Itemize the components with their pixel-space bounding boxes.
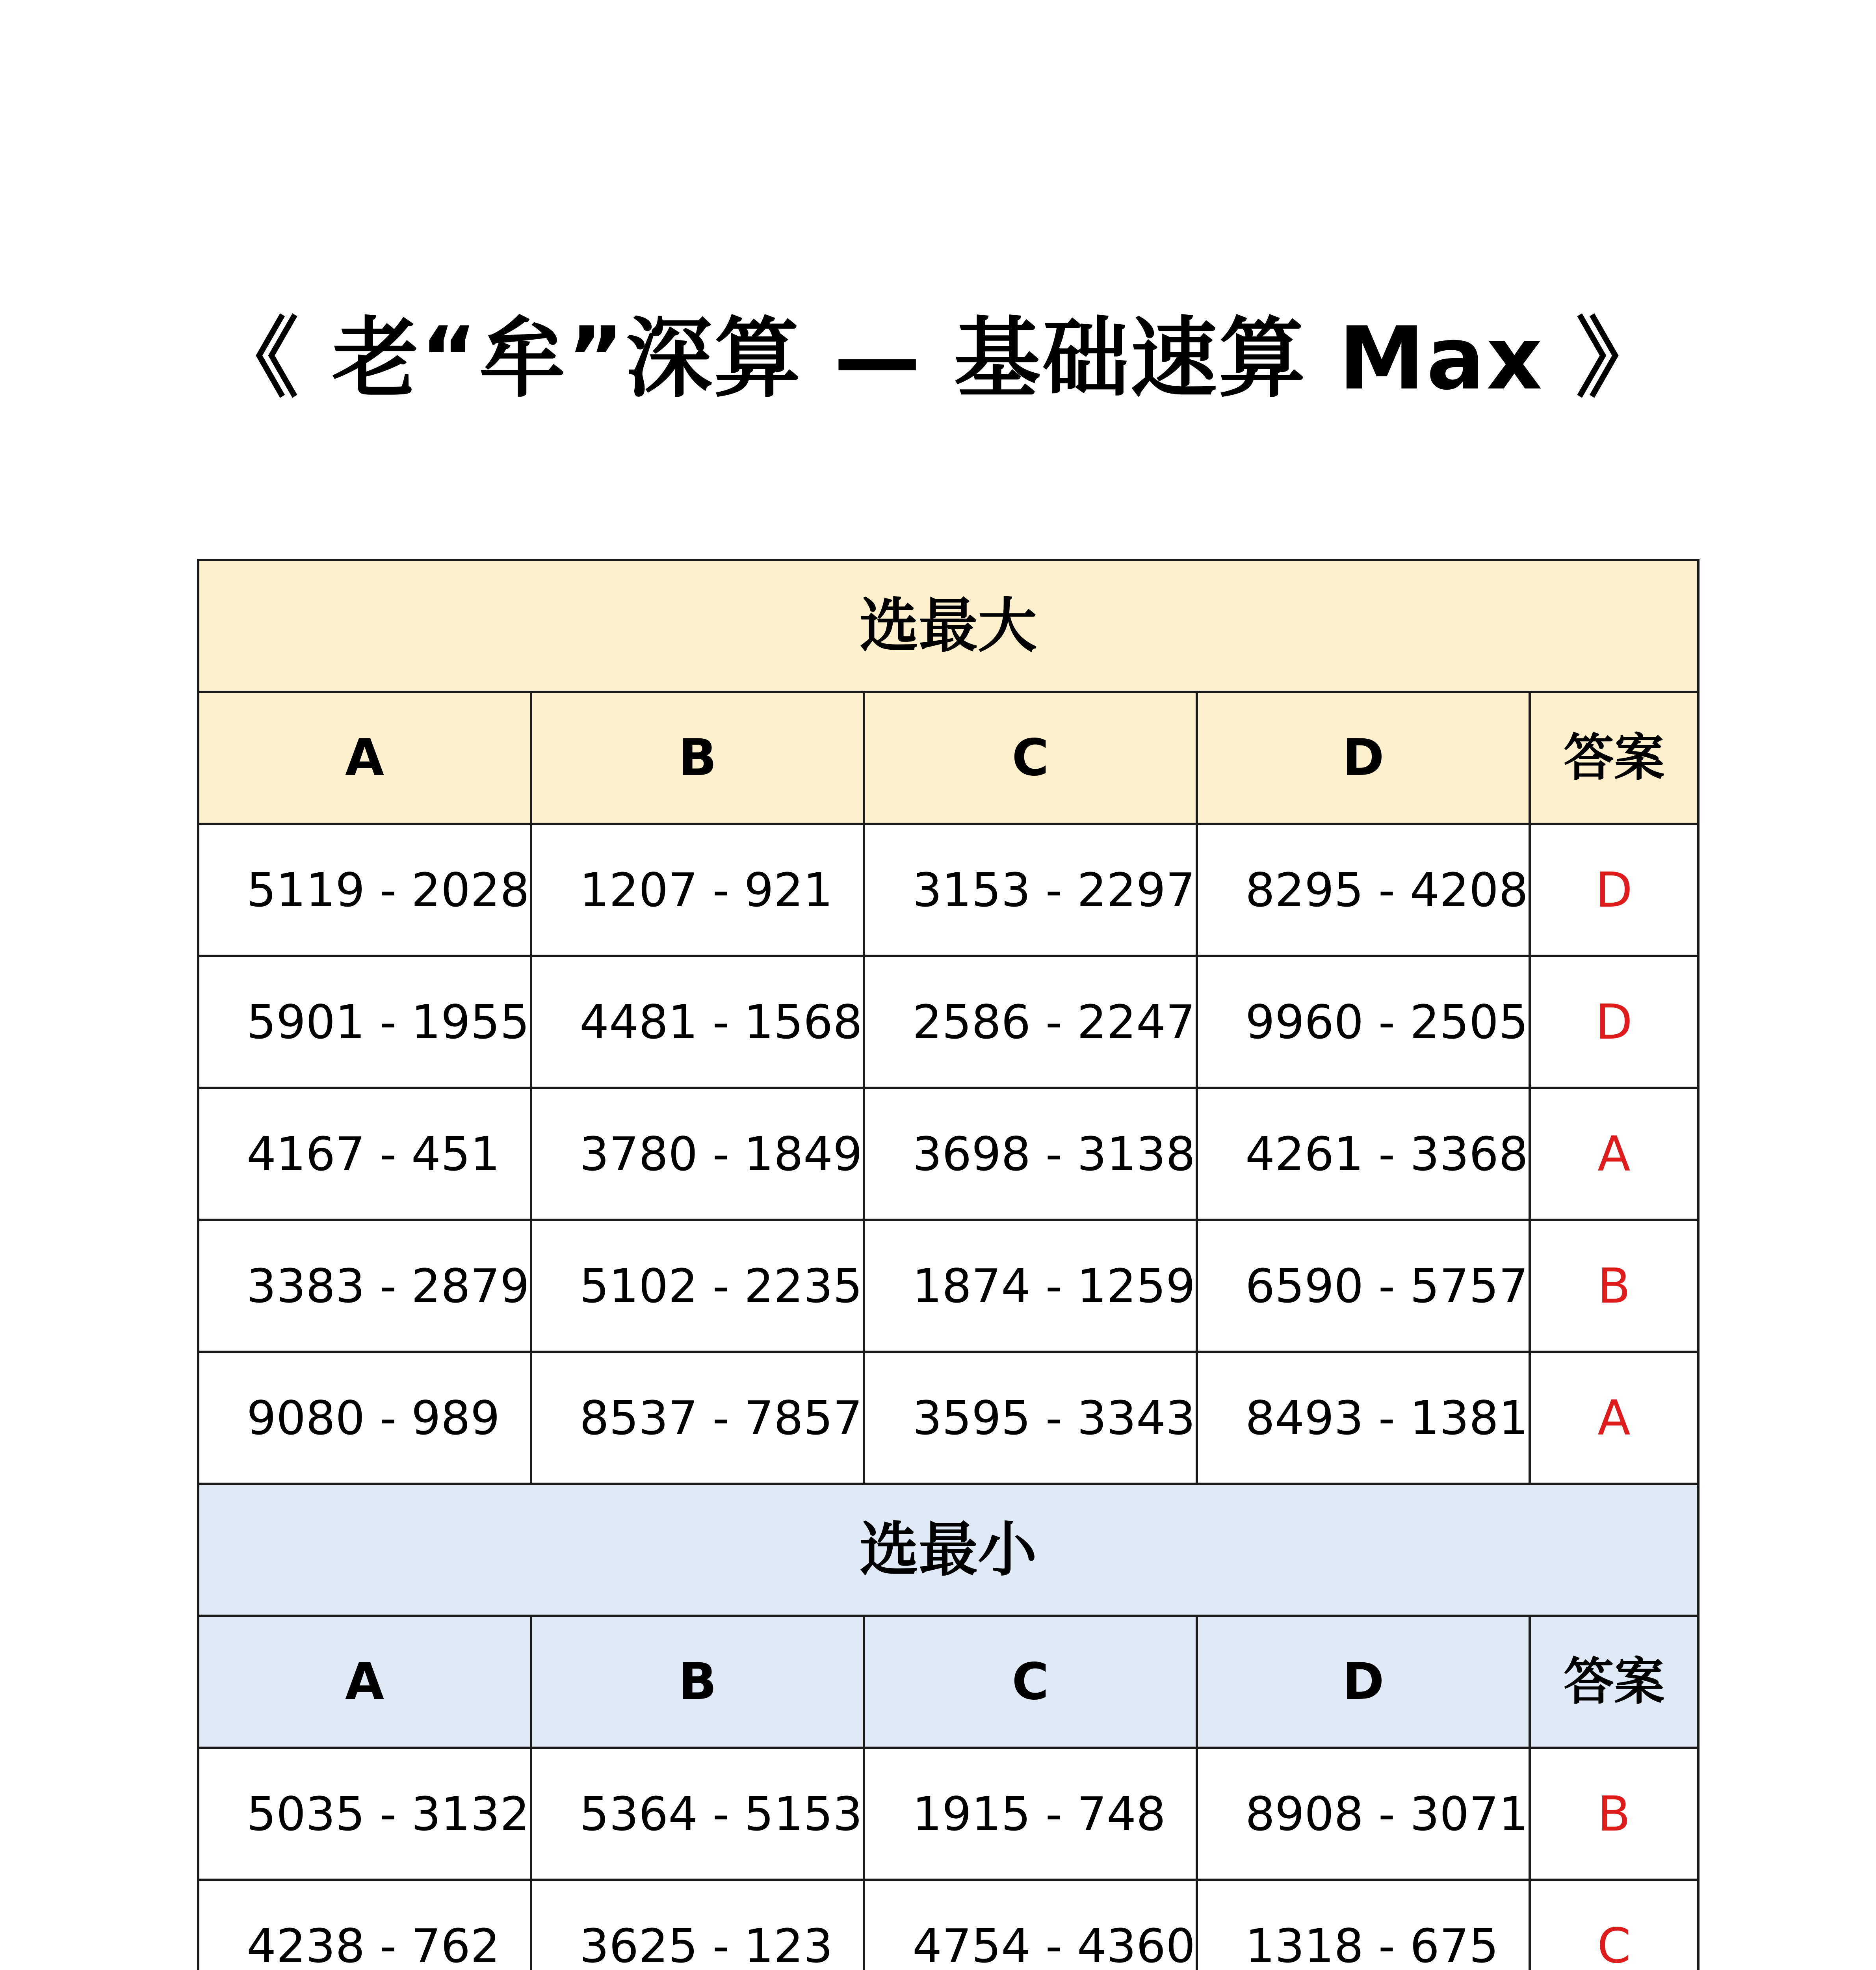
column-header-row xyxy=(198,692,1698,824)
option-d-cell: 6590 - 5757 xyxy=(1197,1220,1530,1352)
answer-cell: C xyxy=(1530,1880,1698,1970)
option-d-cell: 8493 - 1381 xyxy=(1197,1352,1530,1484)
section-title-row xyxy=(198,560,1698,692)
column-header-a: A xyxy=(198,692,531,824)
answer-cell: A xyxy=(1530,1352,1698,1484)
option-a-cell: 4167 - 451 xyxy=(198,1088,531,1220)
option-d-cell: 8295 - 4208 xyxy=(1197,824,1530,956)
worksheet-table xyxy=(197,559,1700,1970)
option-b-cell: 5102 - 2235 xyxy=(531,1220,864,1352)
option-c-cell: 4754 - 4360 xyxy=(864,1880,1197,1970)
section-title-row xyxy=(198,1484,1698,1616)
option-a-cell: 5035 - 3132 xyxy=(198,1748,531,1880)
table-row xyxy=(198,1880,1698,1970)
option-c-cell: 1915 - 748 xyxy=(864,1748,1197,1880)
option-a-cell: 3383 - 2879 xyxy=(198,1220,531,1352)
column-header-c: C xyxy=(864,692,1197,824)
option-d-cell: 1318 - 675 xyxy=(1197,1880,1530,1970)
option-b-cell: 5364 - 5153 xyxy=(531,1748,864,1880)
table-row xyxy=(198,956,1698,1088)
column-header-d: D xyxy=(1197,1616,1530,1748)
option-d-cell: 8908 - 3071 xyxy=(1197,1748,1530,1880)
page-title: 《 老“牟”深算 — 基础速算 Max 》 xyxy=(212,308,1664,409)
column-header-d: D xyxy=(1197,692,1530,824)
option-a-cell: 9080 - 989 xyxy=(198,1352,531,1484)
answer-cell: D xyxy=(1530,956,1698,1088)
option-b-cell: 3625 - 123 xyxy=(531,1880,864,1970)
column-header-c: C xyxy=(864,1616,1197,1748)
table-row xyxy=(198,1220,1698,1352)
answer-cell: D xyxy=(1530,824,1698,956)
column-header-answer: 答案 xyxy=(1530,1616,1698,1748)
table-row xyxy=(198,1748,1698,1880)
column-header-b: B xyxy=(531,692,864,824)
option-c-cell: 3595 - 3343 xyxy=(864,1352,1197,1484)
option-b-cell: 1207 - 921 xyxy=(531,824,864,956)
table-row xyxy=(198,1352,1698,1484)
option-a-cell: 5119 - 2028 xyxy=(198,824,531,956)
answer-cell: B xyxy=(1530,1220,1698,1352)
option-c-cell: 3698 - 3138 xyxy=(864,1088,1197,1220)
option-b-cell: 3780 - 1849 xyxy=(531,1088,864,1220)
column-header-a: A xyxy=(198,1616,531,1748)
option-b-cell: 8537 - 7857 xyxy=(531,1352,864,1484)
option-b-cell: 4481 - 1568 xyxy=(531,956,864,1088)
option-a-cell: 5901 - 1955 xyxy=(198,956,531,1088)
option-c-cell: 3153 - 2297 xyxy=(864,824,1197,956)
table-row xyxy=(198,1088,1698,1220)
option-d-cell: 4261 - 3368 xyxy=(1197,1088,1530,1220)
answer-cell: A xyxy=(1530,1088,1698,1220)
answer-cell: B xyxy=(1530,1748,1698,1880)
section-title: 选最大 xyxy=(198,560,1698,692)
section-title: 选最小 xyxy=(198,1484,1698,1616)
option-c-cell: 1874 - 1259 xyxy=(864,1220,1197,1352)
column-header-row xyxy=(198,1616,1698,1748)
option-c-cell: 2586 - 2247 xyxy=(864,956,1197,1088)
option-d-cell: 9960 - 2505 xyxy=(1197,956,1530,1088)
column-header-answer: 答案 xyxy=(1530,692,1698,824)
column-header-b: B xyxy=(531,1616,864,1748)
option-a-cell: 4238 - 762 xyxy=(198,1880,531,1970)
table-row xyxy=(198,824,1698,956)
